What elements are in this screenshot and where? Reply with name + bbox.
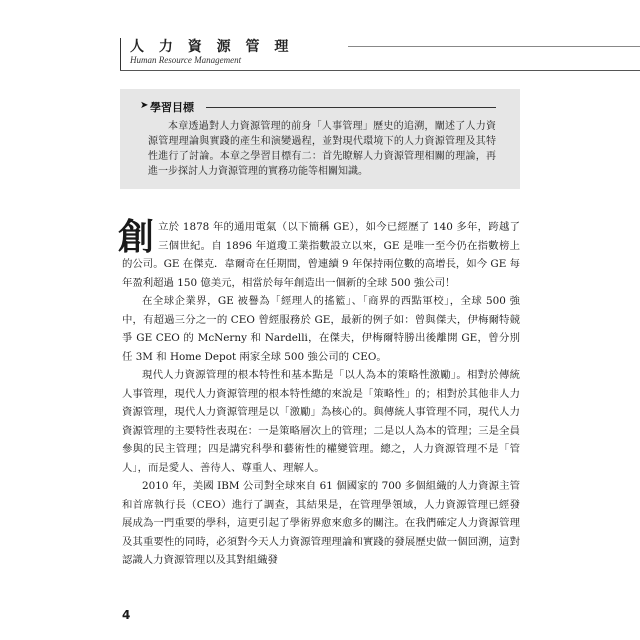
book-title: 人 力 資 源 管 理 <box>130 39 294 55</box>
objectives-rule <box>206 107 496 108</box>
book-subtitle: Human Resource Management <box>130 55 242 65</box>
header-vertical-rule <box>120 38 121 71</box>
learning-objectives-box <box>120 89 520 189</box>
main-body <box>118 216 520 570</box>
paragraph-3: 現代人力資源管理的根本特性和基本點是「以人為本的策略性激勵」。相對於傳統人事管理，現代人力資源管理的根本特性總的來說是「策略性」的；相對於其他非人力資源管理，現代人力資源管理是以「激勵」為核心的。與傳統人事管理不同，現代人力資源管理的主要特性表現在：一是策略層次上的管理；二是以人為本的管理；三是全員參與的民主管理；四是講究科學和藝術性的權變管理。總之，人力資源管理不是「管人」，而是愛人、善待人、尊重人、理解人。 <box>122 369 520 474</box>
header-top-rule <box>348 46 640 47</box>
objectives-heading: 學習目標 <box>150 101 194 114</box>
running-header <box>120 36 640 76</box>
pointer-arrow-icon: ➤ <box>140 100 149 111</box>
paragraph-4: 2010 年，美國 IBM 公司對全球來自 61 個國家的 700 多個組織的人力資源主管和首席執行長（CEO）進行了調查，其結果是，在管理學領域，人力資源管理已經發展成為一門重要的學科，這更引起了學術界愈來愈多的關注。在我們確定人力資源管理及其重要性的同時，必須對今天人力資源管理理論和實踐的發展歷史做一個回溯，這對認識人力資源管理以及其對組織發 <box>122 480 520 566</box>
header-bottom-rule <box>120 70 640 71</box>
paragraph-1-text: 立於 1878 年的通用電氣（以下簡稱 GE），如今已經歷了 140 多年，跨越了三個世紀。自 1896 年道瓊工業指數設立以來，GE 是唯一至今仍在指數榜上的公司。GE 在傑克．韋爾奇在任期間，曾連續 9 年保持兩位數的高增長，如今 GE 每年盈利超過 150 億美元，相當於每年創造出一個新的全球 500 強公司！ <box>122 221 520 289</box>
paragraph-2: 在全球企業界，GE 被譽為「經理人的搖籃」、「商界的西點軍校」，全球 500 強中，有超過三分之一的 CEO 曾經服務於 GE，最新的例子如：曾與傑夫，伊梅爾特競爭 GE CEO 的 McNerny 和 Nardelli，在傑夫，伊梅爾特勝出後離開 GE，曾分別任 3M 和 Home Depot 兩家全球 500 強公司的 CEO。 <box>122 295 520 363</box>
objectives-text: 本章透過對人力資源管理的前身「人事管理」歷史的追溯，闡述了人力資源管理理論與實踐的產生和演變過程，並對現代環境下的人力資源管理及其特性進行了討論。本章之學習目標有二：首先瞭解人力資源管理相關的理論，再進一步探討人力資源管理的實務功能等相關知識。 <box>148 121 496 177</box>
paragraph-1 <box>118 216 520 292</box>
page-number: 4 <box>122 608 131 622</box>
drop-cap: 創 <box>118 216 155 258</box>
